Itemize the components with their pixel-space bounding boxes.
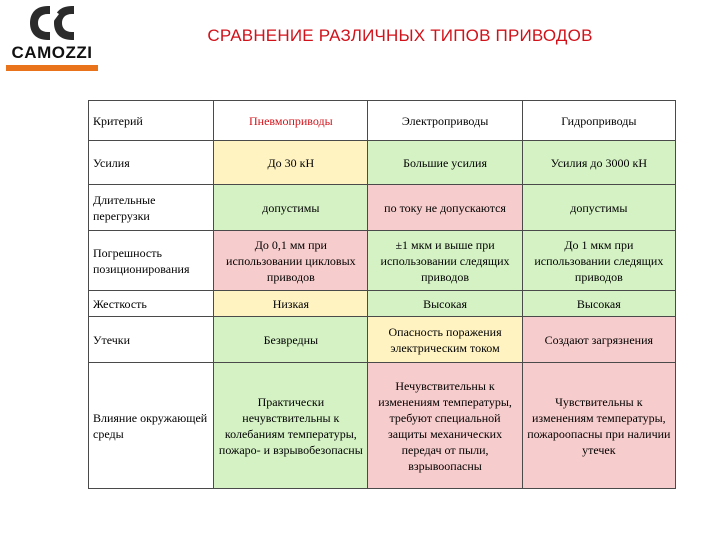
logo-wordmark: CAMOZZI (11, 43, 93, 62)
row-criterion: Влияние окружающей среды (89, 363, 214, 489)
cell-hydraulic: Высокая (522, 291, 675, 317)
page-title: СРАВНЕНИЕ РАЗЛИЧНЫХ ТИПОВ ПРИВОДОВ (207, 26, 593, 45)
cell-pneumatic: допустимы (214, 185, 368, 231)
cell-electric: по току не допускаются (368, 185, 522, 231)
cell-electric: Нечувствительны к изменениям температуры, требуют специальной защиты механических передач от пыли, взрывоопасны (368, 363, 522, 489)
header-electric: Электроприводы (368, 101, 522, 141)
cell-electric: Опасность поражения электрическим током (368, 317, 522, 363)
cell-hydraulic: Чувствительны к изменениям температуры, пожароопасны при наличии утечек (522, 363, 675, 489)
comparison-table (88, 100, 676, 489)
header-criterion: Критерий (89, 101, 214, 141)
cell-hydraulic: допустимы (522, 185, 675, 231)
row-criterion: Усилия (89, 141, 214, 185)
row-criterion: Жесткость (89, 291, 214, 317)
cell-pneumatic: Низкая (214, 291, 368, 317)
table-row (89, 185, 676, 231)
row-criterion: Длительные перегрузки (89, 185, 214, 231)
table-row (89, 317, 676, 363)
row-criterion: Погрешность позиционирования (89, 231, 214, 291)
cell-hydraulic: До 1 мкм при использовании следящих приводов (522, 231, 675, 291)
header-hydraulic: Гидроприводы (522, 101, 675, 141)
camozzi-mark-icon (26, 2, 78, 44)
cell-pneumatic: Практически нечувствительны к колебаниям температуры, пожаро- и взрывобезопасны (214, 363, 368, 489)
header-pneumatic: Пневмоприводы (214, 101, 368, 141)
table-row (89, 291, 676, 317)
cell-pneumatic: До 30 кН (214, 141, 368, 185)
cell-pneumatic: Безвредны (214, 317, 368, 363)
cell-hydraulic: Усилия до 3000 кН (522, 141, 675, 185)
cell-electric: Большие усилия (368, 141, 522, 185)
camozzi-logo (4, 2, 100, 74)
row-criterion: Утечки (89, 317, 214, 363)
cell-hydraulic: Создают загрязнения (522, 317, 675, 363)
logo-accent-bar (6, 65, 98, 71)
cell-electric: Высокая (368, 291, 522, 317)
table-row (89, 231, 676, 291)
table-header-row (89, 101, 676, 141)
cell-electric: ±1 мкм и выше при использовании следящих приводов (368, 231, 522, 291)
table-row (89, 363, 676, 489)
table-row (89, 141, 676, 185)
cell-pneumatic: До 0,1 мм при использовании цикловых приводов (214, 231, 368, 291)
